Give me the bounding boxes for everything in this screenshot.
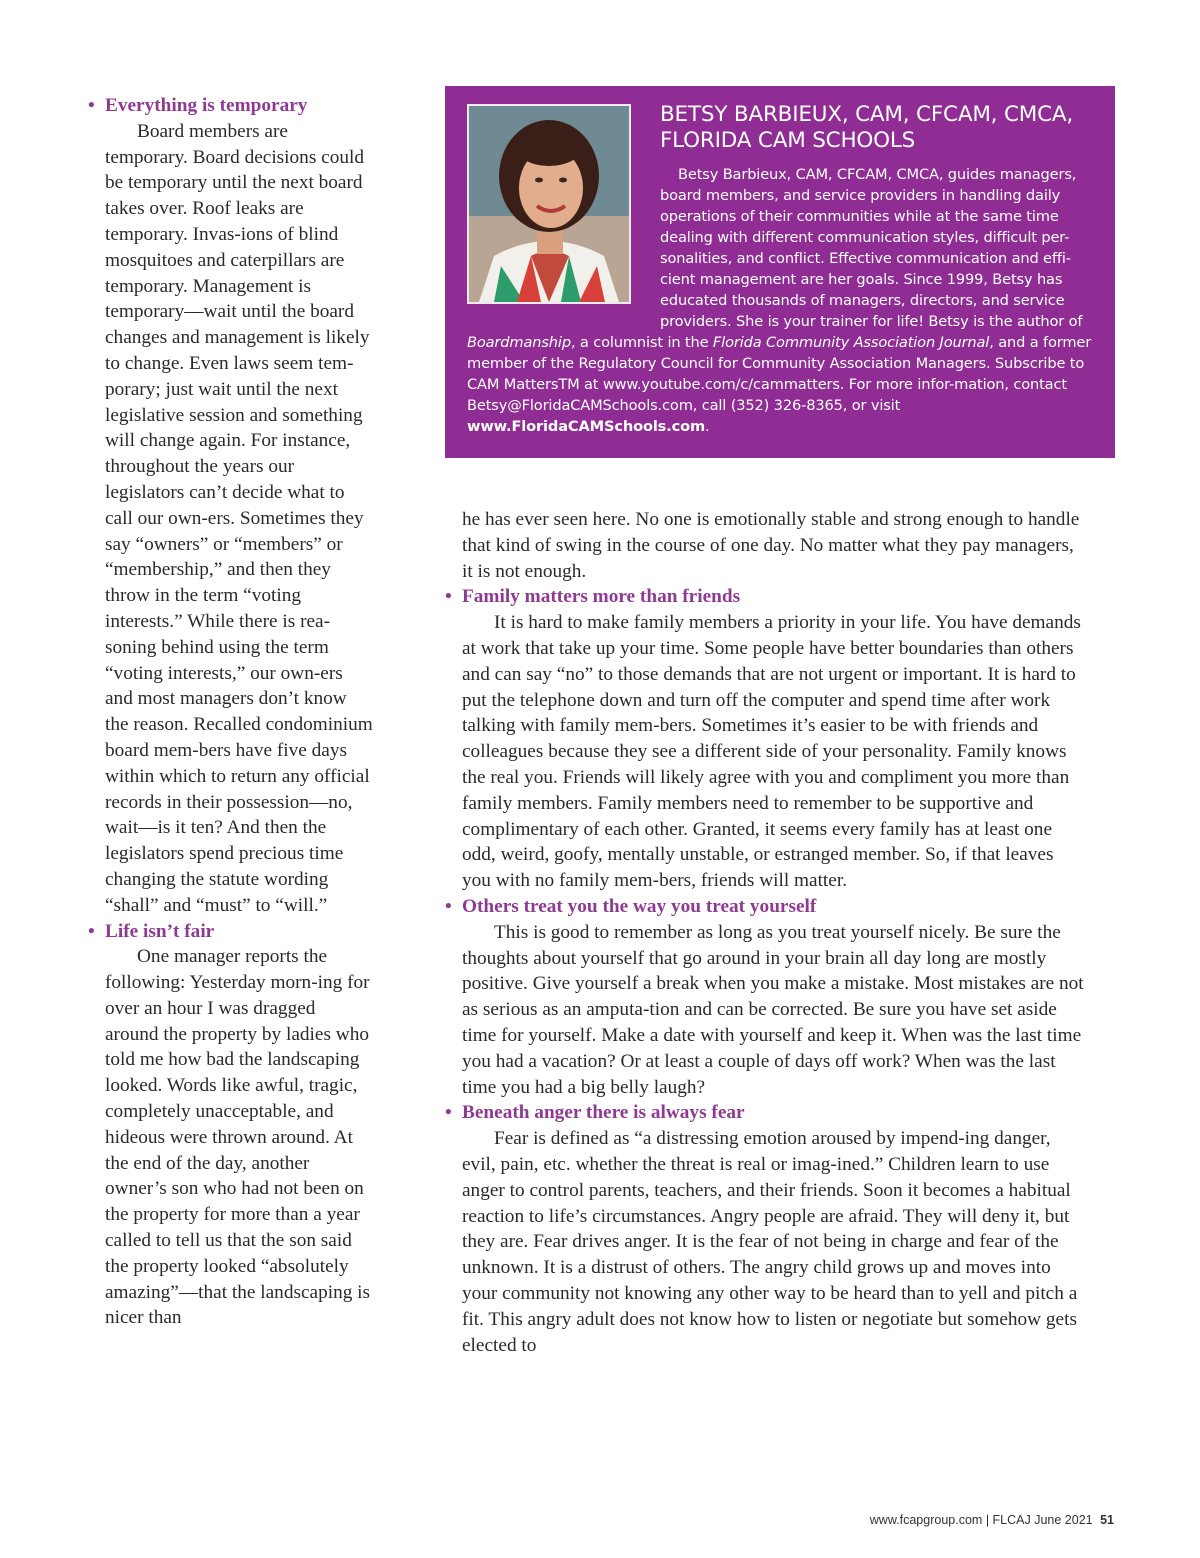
bio-end: . (705, 418, 710, 435)
journal-title: Florida Community Association Journal (712, 334, 990, 351)
book-title: Boardmanship (467, 334, 571, 351)
heading-text: Others treat you the way you treat yourself (462, 895, 817, 917)
bio-text-a: Betsy Barbieux, CAM, CFCAM, CMCA, guides managers, board members, and service providers in handling daily operations of their communities while at the same time dealing with different communication styles, difficult per-sonalities, and conflict. Effective communication and effi-cient management are her goals. Since 1999, Betsy has educated thousands of managers, directors, and service providers. She is your trainer for life! Betsy is the author of (660, 166, 1083, 330)
footer-separator: | (985, 1513, 990, 1527)
bio-text-c: , and a former member of the Regulatory Council for Community Association Managers. Subscribe to CAM MattersTM at www.youtube.com/c/cammatters. For more infor-mation, contact Betsy@FloridaCAMSchools.com, call (352) 326-8365, or visit (467, 334, 1092, 414)
bio-text (467, 164, 1097, 437)
section-body (88, 944, 373, 1331)
section-body (445, 1126, 1085, 1358)
section-body (445, 610, 1085, 894)
body-text: Fear is defined as “a distressing emotion aroused by impend-ing danger, evil, pain, etc. whether the threat is real or imag-ined.” Children learn to use anger to control parents, teachers, and their friends. Soon it becomes a habitual reaction to life’s circumstances. Angry people are afraid. They will deny it, but they are. Fear drives anger. It is the fear of not being in charge and fear of the unknown. It is a distrust of others. The angry child grows up and moves into your community not knowing any other way to be heard than to yell and pitch a fit. This angry adult does not know how to listen or negotiate but somehow gets elected to (462, 1128, 1078, 1356)
heading-text: Family matters more than friends (462, 586, 741, 608)
heading-text: Life isn’t fair (105, 920, 215, 942)
section-heading: • Family matters more than friends (445, 586, 741, 608)
section-body (88, 119, 373, 919)
website-link[interactable]: www.FloridaCAMSchools.com (467, 418, 706, 435)
footer-site[interactable]: www.fcapgroup.com (869, 1513, 983, 1527)
author-bio-box (445, 86, 1115, 458)
bio-text-b: , a columnist in the (570, 334, 713, 351)
bio-title: BETSY BARBIEUX, CAM, CFCAM, CMCA, FLORIDA CAM SCHOOLS (660, 102, 1074, 153)
body-text: This is good to remember as long as you treat yourself nicely. Be sure the thoughts about yourself that go around in your brain all day long are mostly positive. Give yourself a break when you make a mistake. Most mistakes are not as serious as an amputa-tion and can be corrected. Be sure you have set aside time for yourself. Make a date with yourself and keep it. When was the last time you had a vacation? Or at least a couple of days off work? When was the last time you had a big belly laugh? (462, 921, 1084, 1098)
section-heading: • Life isn’t fair (88, 920, 215, 942)
heading-text: Beneath anger there is always fear (462, 1102, 745, 1124)
body-text: One manager reports the following: Yesterday morn-ing for over an hour I was dragged around the property by ladies who told me how bad the landscaping looked. Words like awful, tragic, completely unacceptable, and hideous were thrown around. At the end of the day, another owner’s son who had not been on the property for more than a year called to tell us that the son said the property looked “absolutely amazing”—that the landscaping is nicer than (105, 946, 371, 1329)
continued-body (445, 507, 1085, 584)
footer-issue: FLCAJ June 2021 (992, 1513, 1093, 1527)
section-heading: • Everything is temporary (88, 95, 308, 116)
section-heading: • Others treat you the way you treat yourself (445, 895, 817, 917)
heading-text: Everything is temporary (105, 95, 308, 116)
section-heading: • Beneath anger there is always fear (445, 1102, 745, 1124)
body-text: he has ever seen here. No one is emotionally stable and strong enough to handle that kind of swing in the course of one day. No matter what they pay managers, it is not enough. (462, 509, 1080, 582)
body-text: Board members are temporary. Board decisions could be temporary until the next board takes over. Roof leaks are temporary. Invas-ions of blind mosquitoes and caterpillars are temporary. Management is temporary—wait until the board changes and management is likely to change. Even laws seem tem-porary; just wait until the next legislative session and something will change again. For instance, throughout the years our legislators can’t decide what to call our own-ers. Sometimes they say “owners” or “members” or “membership,” and then they throw in the term “voting interests.” While there is rea-soning behind using the term “voting interests,” our own-ers and most managers don’t know the reason. Recalled condominium board mem-bers have five days within which to return any official records in their possession—no, wait—is it ten? And then the legislators spend precious time changing the statute wording “shall” and “must” to “will.” (105, 120, 373, 916)
left-column (88, 93, 373, 1331)
main-column (445, 507, 1085, 1358)
page-number: 51 (1100, 1513, 1114, 1527)
section-body (445, 920, 1085, 1101)
page-footer (870, 1513, 1114, 1527)
body-text: It is hard to make family members a priority in your life. You have demands at work that take up your time. Some people have better boundaries than others and can say “no” to those demands that are not urgent or important. It is hard to put the telephone down and turn off the computer and spend time after work talking with family mem-bers. Sometimes it’s easier to be with friends and colleagues because they see a different side of your personality. Family knows the real you. Friends will likely agree with you and compliment you more than family members. Family members need to remember to be supportive and complimentary of each other. Granted, it seems every family has at least one odd, weird, goofy, mentally unstable, or estranged member. So, if that leaves you with no family mem-bers, friends will matter. (462, 612, 1081, 892)
